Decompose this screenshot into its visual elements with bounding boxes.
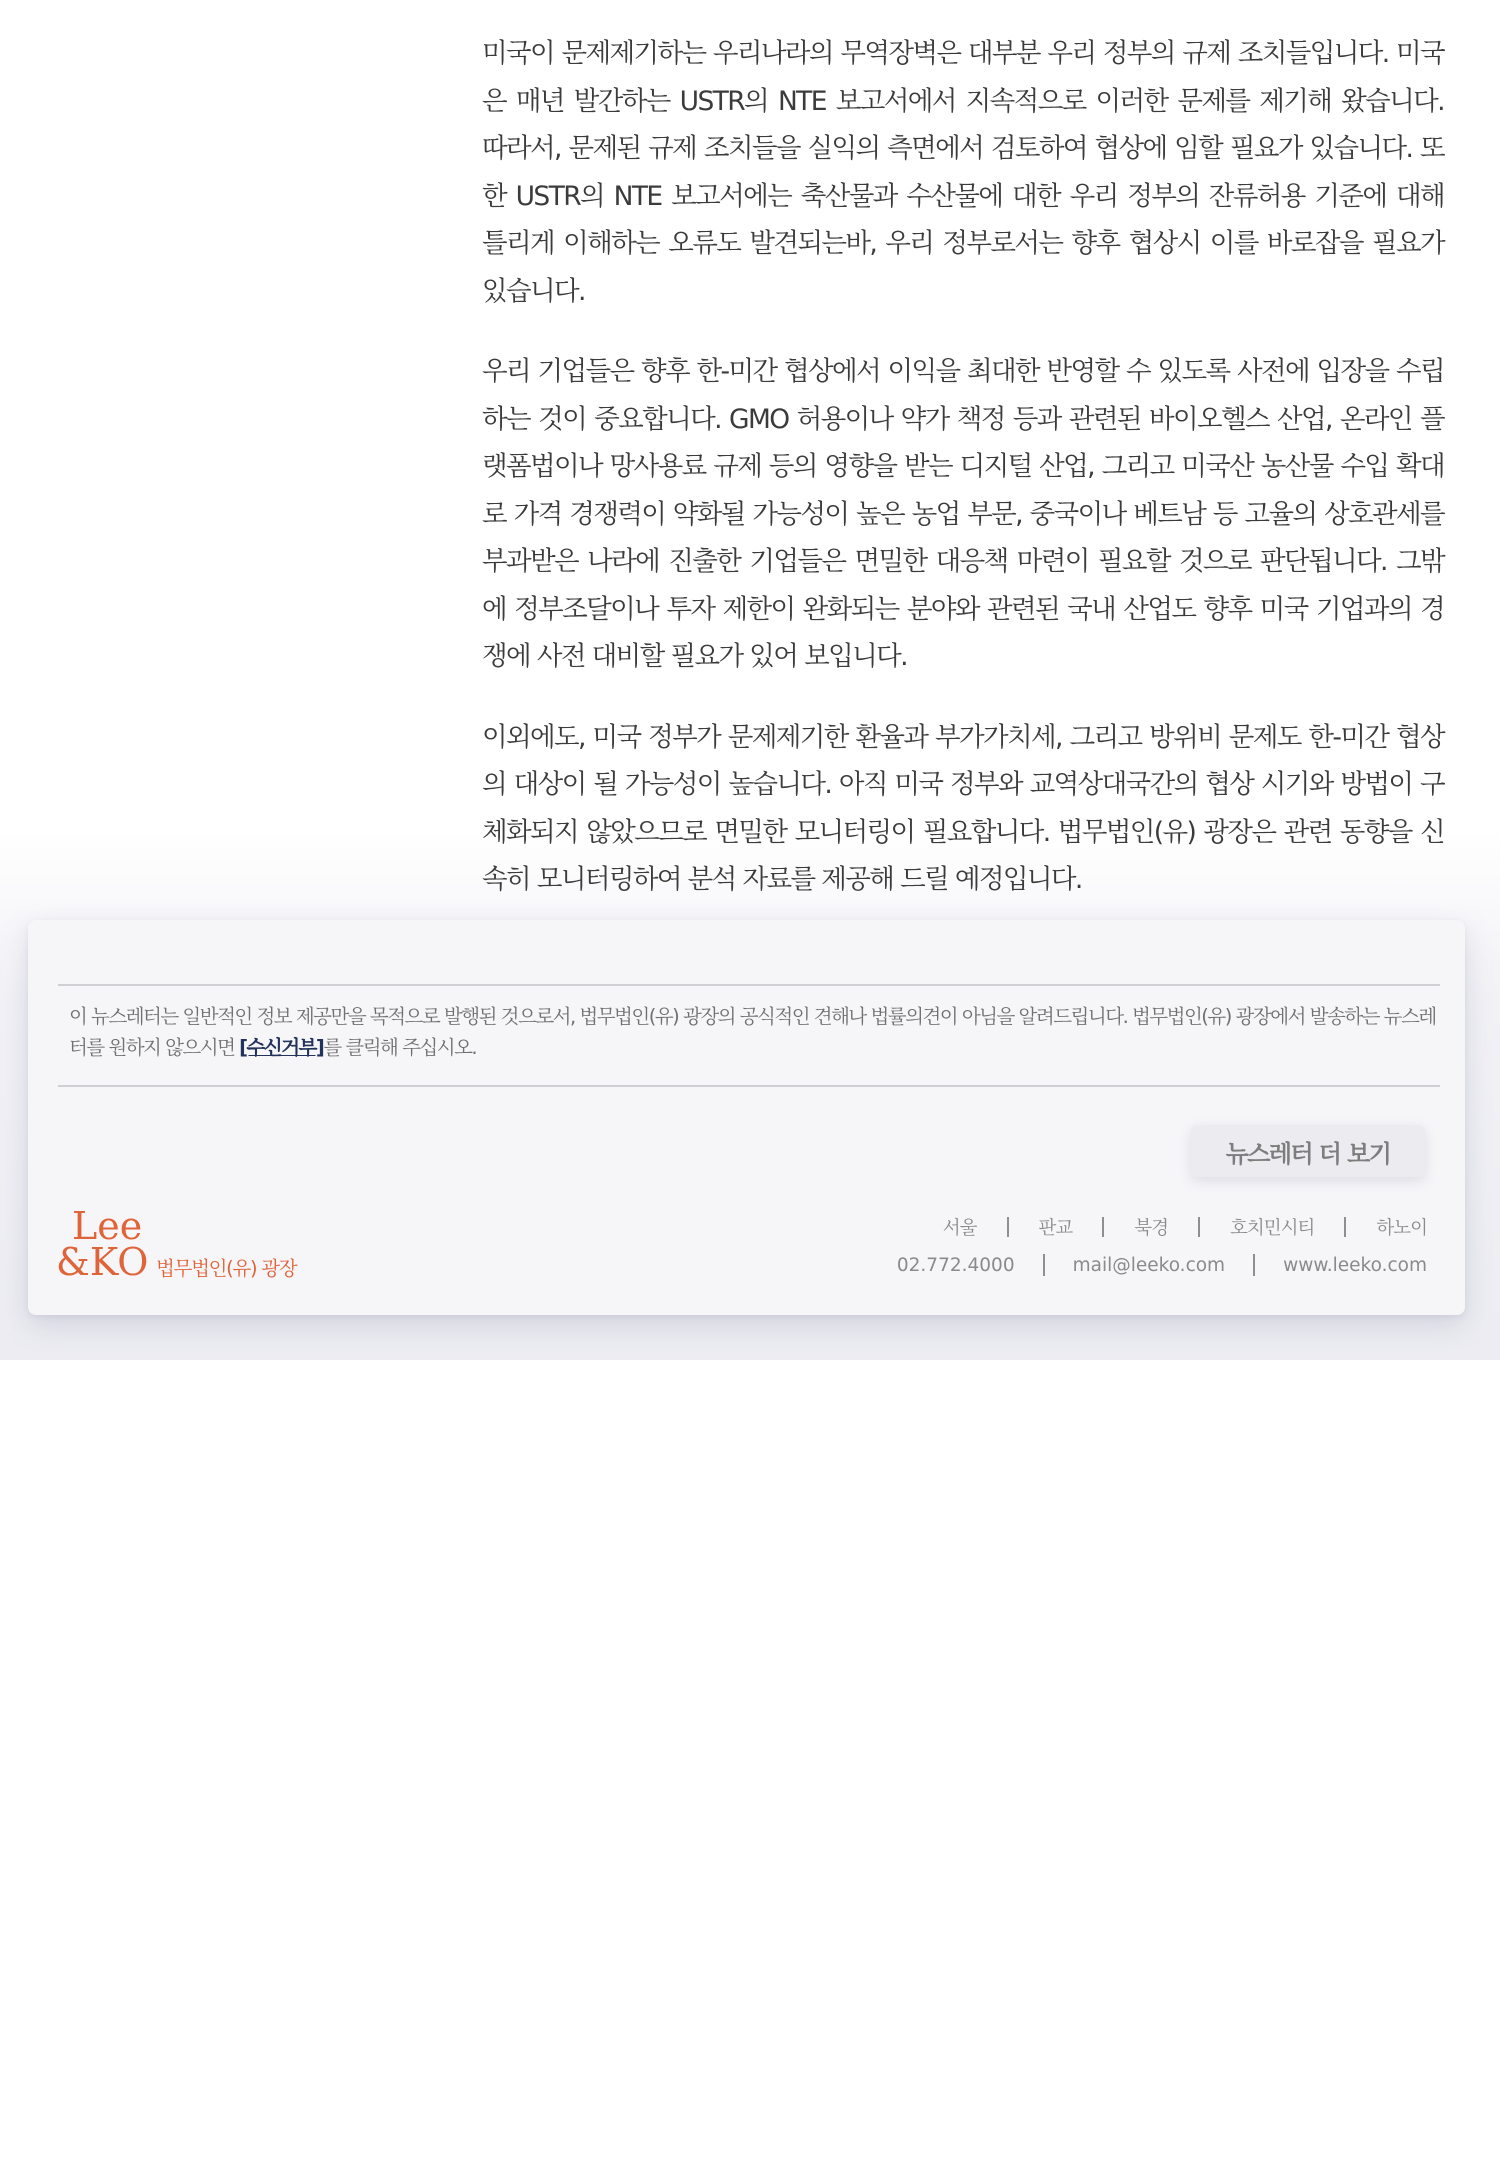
logo-text-line2: &KO [56, 1240, 149, 1281]
office-hanoi: 하노이 [1376, 1218, 1427, 1239]
office-list [943, 1214, 1427, 1240]
email-link[interactable]: mail@leeko.com [1072, 1254, 1226, 1276]
more-newsletters-button[interactable]: 뉴스레터 더 보기 [1191, 1125, 1425, 1177]
disclaimer-text-end: 를 클릭해 주십시오. [323, 1036, 477, 1059]
logo-text-line1: Lee [72, 1205, 143, 1248]
website-link[interactable]: www.leeko.com [1283, 1254, 1427, 1276]
office-hochiminh: 호치민시티 [1230, 1218, 1315, 1239]
separator [1198, 1217, 1200, 1237]
unsubscribe-link[interactable]: [수신거부] [239, 1036, 324, 1059]
office-pangyo: 판교 [1038, 1218, 1073, 1239]
newsletter-footer [28, 920, 1465, 1315]
logo-subtitle: 법무법인(유) 광장 [156, 1257, 297, 1280]
separator [1102, 1217, 1104, 1237]
office-beijing: 북경 [1134, 1218, 1169, 1239]
leeko-logo[interactable] [56, 1205, 316, 1285]
article-paragraph: 이외에도, 미국 정부가 문제제기한 환율과 부가가치세, 그리고 방위비 문제도 한-미간 협상의 대상이 될 가능성이 높습니다. 아직 미국 정부와 교역상대국간의 협상 시기와 방법이 구체화되지 않았으므로 면밀한 모니터링이 필요합니다. 법무법인(유) 광장은 관련 동향을 신속히 모니터링하여 분석 자료를 제공해 드릴 예정입니다. [482, 721, 1444, 895]
article-paragraph: 우리 기업들은 향후 한-미간 협상에서 이익을 최대한 반영할 수 있도록 사전에 입장을 수립하는 것이 중요합니다. GMO 허용이나 약가 책정 등과 관련된 바이오헬스 산업, 온라인 플랫폼법이나 망사용료 규제 등의 영향을 받는 디지털 산업, 그리고 미국산 농산물 수입 확대로 가격 경쟁력이 약화될 가능성이 높은 농업 부문, 중국이나 베트남 등 고율의 상호관세를 부과받은 나라에 진출한 기업들은 면밀한 대응책 마련이 필요할 것으로 판단됩니다. 그밖에 정부조달이나 투자 제한이 완화되는 분야와 관련된 국내 산업도 향후 미국 기업과의 경쟁에 사전 대비할 필요가 있어 보입니다. [482, 356, 1444, 672]
article-paragraph: 미국이 문제제기하는 우리나라의 무역장벽은 대부분 우리 정부의 규제 조치들입니다. 미국은 매년 발간하는 USTR의 NTE 보고서에서 지속적으로 이러한 문제를 제기해 왔습니다. 따라서, 문제된 규제 조치들을 실익의 측면에서 검토하여 협상에 임할 필요가 있습니다. 또한 USTR의 NTE 보고서에는 축산물과 수산물에 대한 우리 정부의 잔류허용 기준에 대해 틀리게 이해하는 오류도 발견되는바, 우리 정부로서는 향후 협상시 이를 바로잡을 필요가 있습니다. [482, 38, 1444, 307]
divider [58, 984, 1440, 986]
disclaimer-text [69, 1001, 1441, 1063]
phone-number: 02.772.4000 [896, 1254, 1015, 1276]
contact-info [897, 1254, 1427, 1276]
office-seoul: 서울 [942, 1218, 977, 1239]
article-body [482, 30, 1444, 937]
separator [1253, 1254, 1255, 1276]
separator [1007, 1217, 1009, 1237]
divider [58, 1085, 1440, 1087]
leeko-logo-mark [56, 1205, 158, 1281]
separator [1043, 1254, 1045, 1276]
disclaimer-text-start: 이 뉴스레터는 일반적인 정보 제공만을 목적으로 발행된 것으로서, 법무법인(유) 광장의 공식적인 견해나 법률의견이 아님을 알려드립니다. 법무법인(유) 광장에서 발송하는 뉴스레터를 원하지 않으시면 [69, 1005, 1436, 1059]
separator [1344, 1217, 1346, 1237]
